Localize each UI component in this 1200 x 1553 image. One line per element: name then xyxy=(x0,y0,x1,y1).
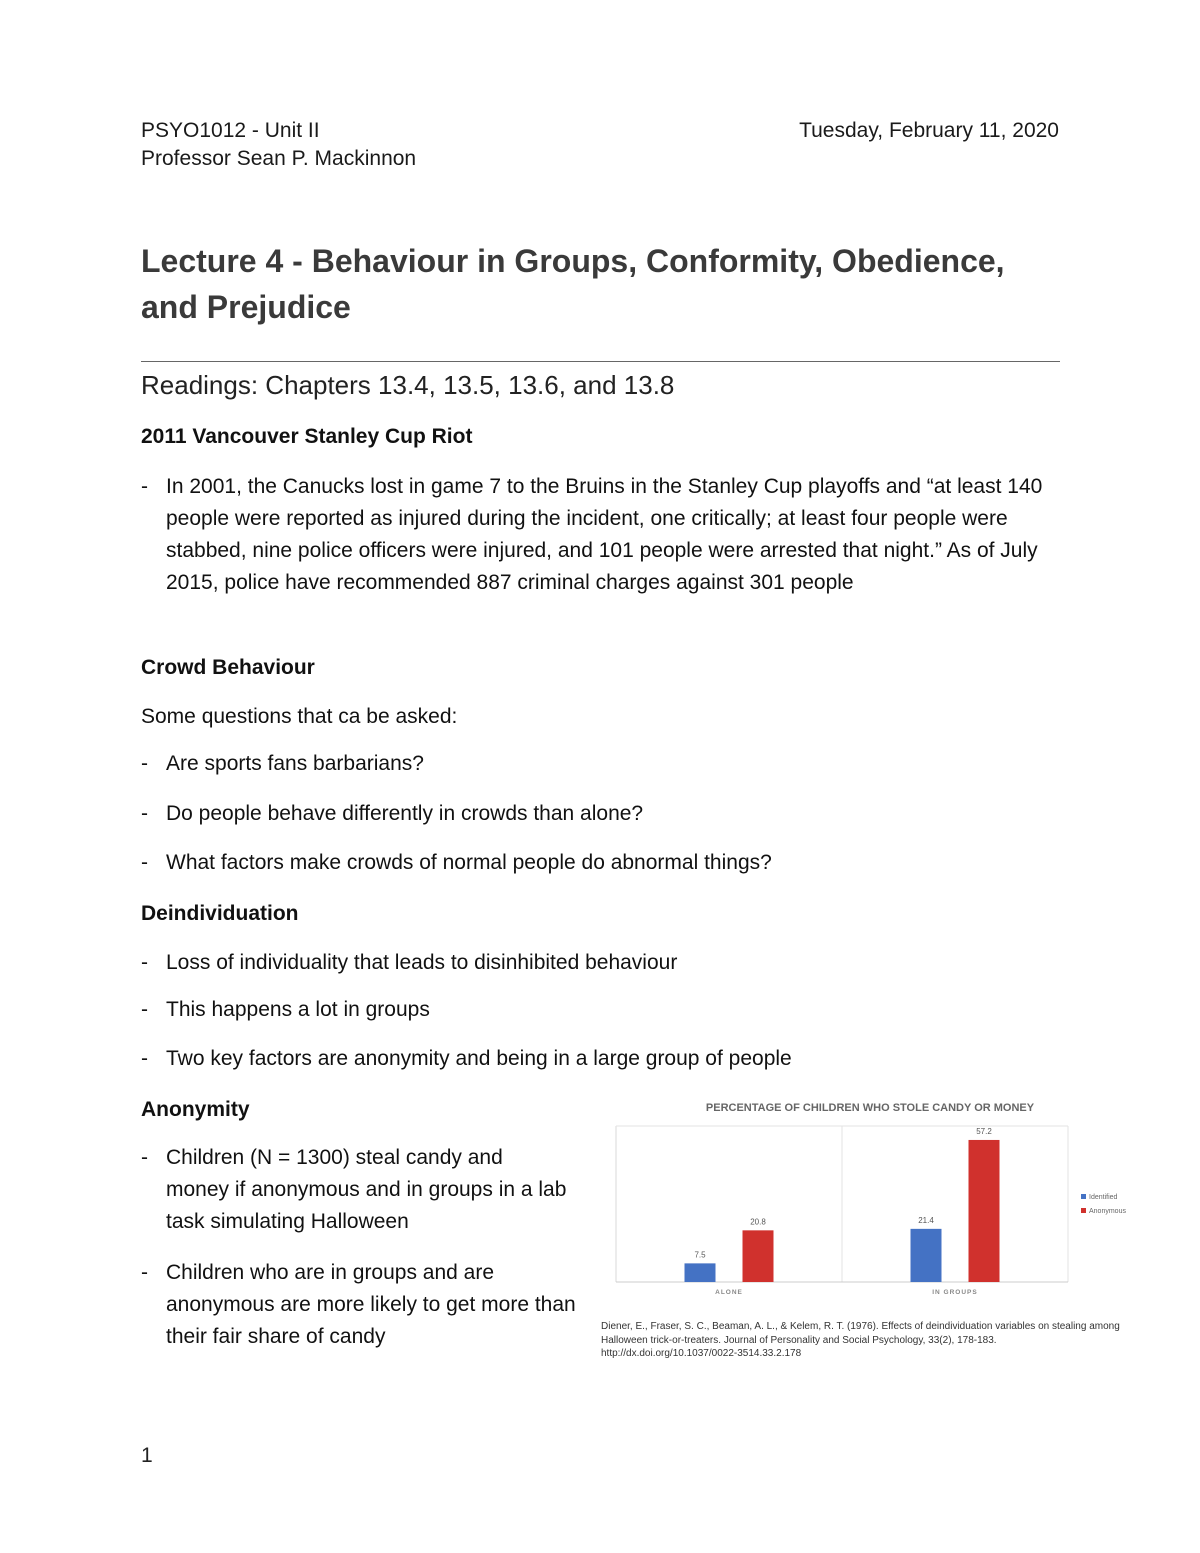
bullet-text: Are sports fans barbarians? xyxy=(166,752,424,775)
page-number: 1 xyxy=(141,1444,153,1467)
section-heading-anonymity: Anonymity xyxy=(141,1098,250,1121)
bar-value-label: 20.8 xyxy=(750,1217,766,1227)
bullet-dash: - xyxy=(141,951,148,974)
bullet-text: Children (N = 1300) steal candy and money if anonymous and in groups in a lab task simulating Halloween xyxy=(166,1146,567,1233)
bar-identified-in-groups xyxy=(911,1229,942,1282)
bullet-dash: - xyxy=(141,475,148,498)
bar-value-label: 7.5 xyxy=(694,1250,706,1260)
title-divider xyxy=(141,361,1060,362)
citation-link[interactable]: http://dx.doi.org/10.1037/0022-3514.33.2.178 xyxy=(601,1348,802,1359)
section-heading-deindividuation: Deindividuation xyxy=(141,902,299,925)
bullet-dash: - xyxy=(141,1261,148,1284)
bullet-text: Loss of individuality that leads to disinhibited behaviour xyxy=(166,951,678,974)
bullet-item xyxy=(141,1043,1046,1075)
chart-legend xyxy=(1081,1194,1126,1215)
bullet-item xyxy=(141,1257,586,1353)
category-label: IN GROUPS xyxy=(932,1289,978,1296)
stealing-bar-chart xyxy=(590,1095,1150,1300)
bullet-text: This happens a lot in groups xyxy=(166,998,430,1021)
bullet-item xyxy=(141,847,1046,879)
section-heading-riot: 2011 Vancouver Stanley Cup Riot xyxy=(141,425,473,448)
category-label: ALONE xyxy=(715,1289,743,1296)
bar-value-label: 57.2 xyxy=(976,1126,992,1136)
bullet-dash: - xyxy=(141,802,148,825)
bar-value-label: 21.4 xyxy=(918,1215,934,1225)
bar-anonymous-alone xyxy=(743,1230,774,1282)
bar-identified-alone xyxy=(685,1263,716,1282)
course-code: PSYO1012 - Unit II xyxy=(141,119,320,142)
legend-label: Anonymous xyxy=(1089,1208,1126,1215)
professor-name: Professor Sean P. Mackinnon xyxy=(141,147,417,170)
bullet-item xyxy=(141,1142,571,1238)
bullet-text: What factors make crowds of normal people do abnormal things? xyxy=(166,851,772,874)
bullet-dash: - xyxy=(141,752,148,775)
bullet-text: In 2001, the Canucks lost in game 7 to the Bruins in the Stanley Cup playoffs and “at least 140 people were reported as injured during the incident, one critically; at least four people were stabbed, nine police officers were injured, and 101 people were arrested that night.” As of July 2015, police have recommended 887 criminal charges against 301 people xyxy=(166,475,1043,594)
crowd-intro-text: Some questions that ca be asked: xyxy=(141,705,458,728)
legend-label: Identified xyxy=(1089,1194,1118,1201)
bullet-item xyxy=(141,471,1046,599)
bullet-dash: - xyxy=(141,1146,148,1169)
citation-line: Halloween trick-or-treaters. Journal of Personality and Social Psychology, 33(2), 178-183. xyxy=(601,1334,997,1346)
legend-swatch xyxy=(1081,1194,1086,1199)
chart-title: PERCENTAGE OF CHILDREN WHO STOLE CANDY OR MONEY xyxy=(705,1102,1035,1114)
bar-anonymous-in-groups xyxy=(969,1140,1000,1282)
bullet-text: Children who are in groups and are anonymous are more likely to get more than their fair share of candy xyxy=(166,1261,576,1348)
bullet-item xyxy=(141,994,1046,1026)
bullet-dash: - xyxy=(141,1047,148,1070)
bullet-item xyxy=(141,748,1046,780)
bullet-item xyxy=(141,798,1046,830)
lecture-date: Tuesday, February 11, 2020 xyxy=(799,119,1059,142)
bullet-text: Do people behave differently in crowds than alone? xyxy=(166,802,644,825)
bullet-item xyxy=(141,947,1046,979)
section-heading-crowd: Crowd Behaviour xyxy=(141,656,315,679)
readings-line: Readings: Chapters 13.4, 13.5, 13.6, and 13.8 xyxy=(141,370,675,400)
chart-citation xyxy=(601,1320,1141,1361)
bullet-dash: - xyxy=(141,851,148,874)
legend-swatch xyxy=(1081,1208,1086,1213)
bullet-text: Two key factors are anonymity and being in a large group of people xyxy=(166,1047,792,1070)
bullet-dash: - xyxy=(141,998,148,1021)
lecture-title: Lecture 4 - Behaviour in Groups, Conformity, Obedience, and Prejudice xyxy=(141,243,1005,325)
citation-line: Diener, E., Fraser, S. C., Beaman, A. L., & Kelem, R. T. (1976). Effects of deindividuation variables on stealing among xyxy=(601,1321,1120,1332)
